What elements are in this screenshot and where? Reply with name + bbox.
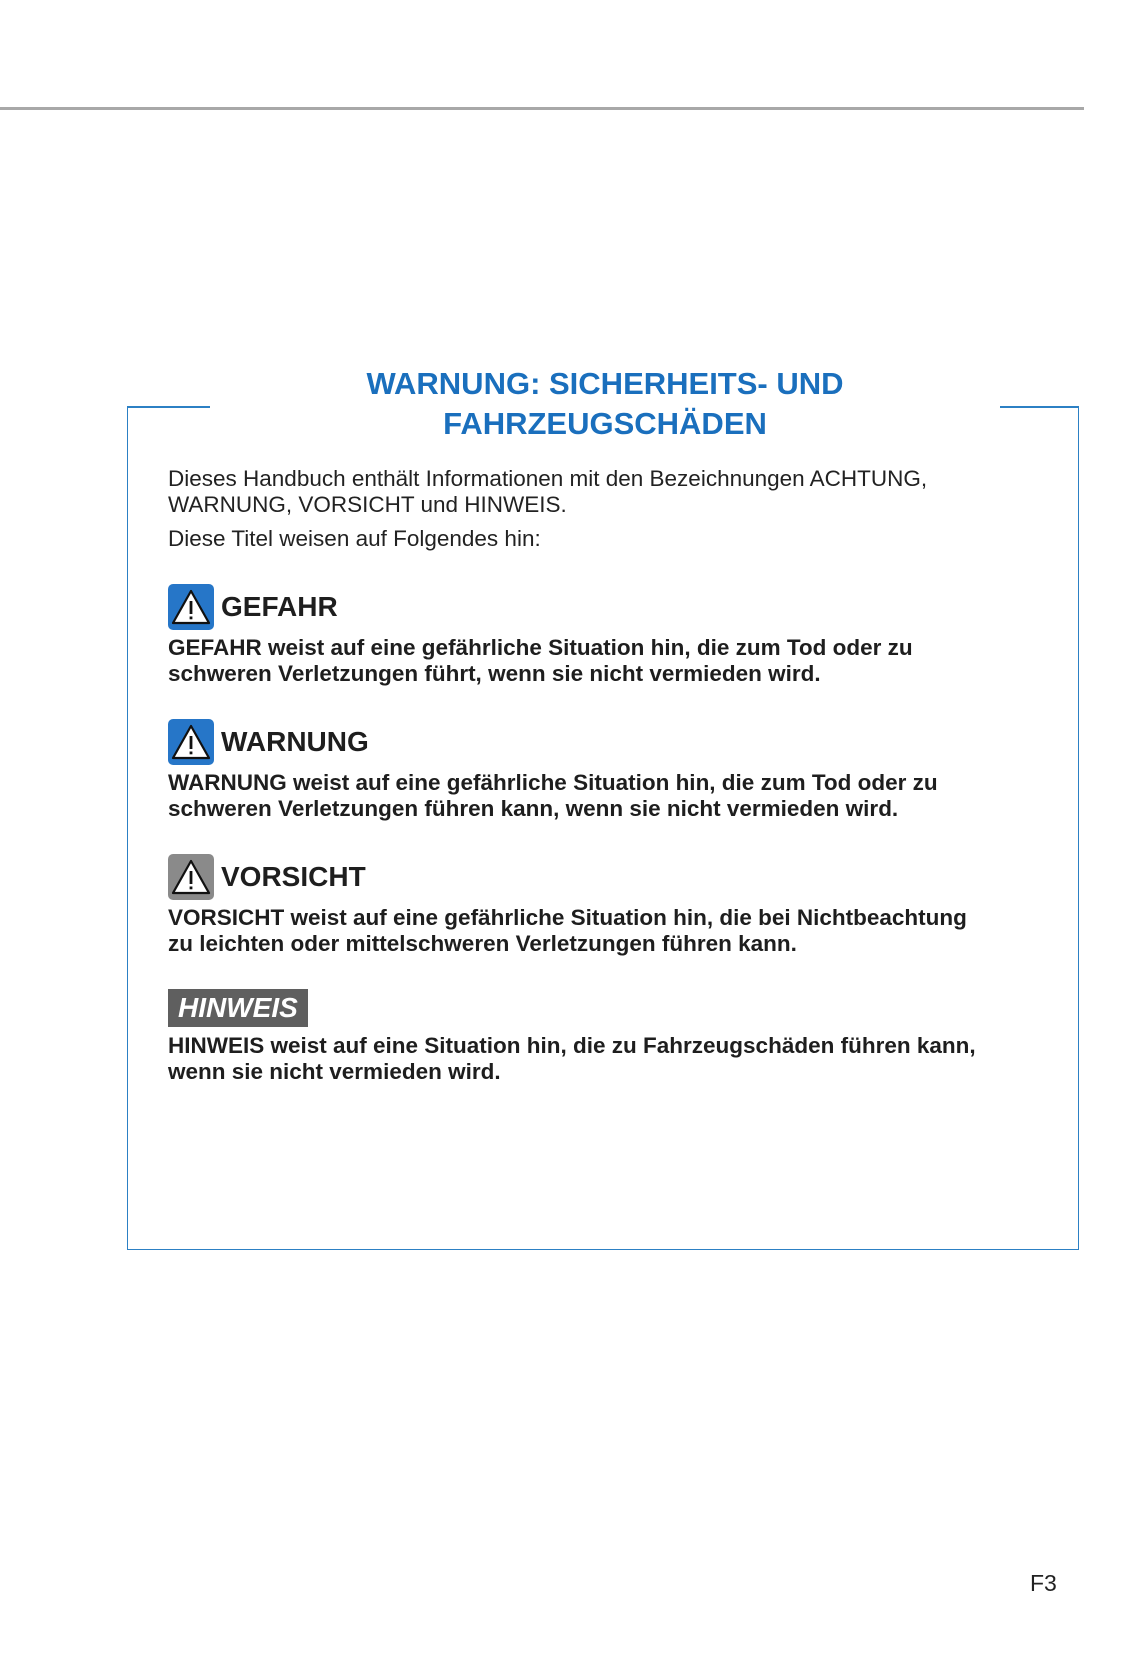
- section-description: [168, 635, 1048, 687]
- section-text-line-1: GEFAHR weist auf eine gefährliche Situation hin, die zum Tod oder zu: [168, 635, 913, 660]
- section-vorsicht: [168, 853, 1048, 957]
- section-text-line-2: zu leichten oder mittelschweren Verletzungen führen kann.: [168, 931, 797, 956]
- section-label: VORSICHT: [221, 861, 366, 892]
- intro-line-3: Diese Titel weisen auf Folgendes hin:: [168, 526, 541, 551]
- section-text-line-2: wenn sie nicht vermieden wird.: [168, 1059, 501, 1084]
- section-hinweis: [168, 989, 1048, 1085]
- box-top-border-left: [127, 406, 210, 408]
- section-header: [168, 989, 1048, 1027]
- intro-line-2: WARNUNG, VORSICHT und HINWEIS.: [168, 492, 567, 517]
- hinweis-label: HINWEIS: [168, 989, 308, 1027]
- title-line-2: FAHRZEUGSCHÄDEN: [443, 406, 767, 441]
- section-description: [168, 905, 1048, 957]
- section-text-line-2: schweren Verletzungen führen kann, wenn sie nicht vermieden wird.: [168, 796, 899, 821]
- intro-line-1: Dieses Handbuch enthält Informationen mit den Bezeichnungen ACHTUNG,: [168, 466, 928, 491]
- section-header: [168, 718, 1048, 766]
- section-text-line-1: VORSICHT weist auf eine gefährliche Situation hin, die bei Nichtbeachtung: [168, 905, 967, 930]
- top-divider: [0, 107, 1084, 110]
- warning-triangle-icon: [168, 854, 214, 900]
- section-text-line-1: HINWEIS weist auf eine Situation hin, die zu Fahrzeugschäden führen kann,: [168, 1033, 976, 1058]
- warning-triangle-icon: [168, 584, 214, 630]
- section-header: [168, 583, 1048, 631]
- intro-block: [168, 466, 1048, 552]
- page-number: F3: [1030, 1570, 1057, 1596]
- page-title: [210, 364, 1000, 444]
- section-text-line-1: WARNUNG weist auf eine gefährliche Situation hin, die zum Tod oder zu: [168, 770, 938, 795]
- intro-paragraph: [168, 466, 1048, 518]
- section-warnung: [168, 718, 1048, 822]
- section-gefahr: [168, 583, 1048, 687]
- warning-triangle-icon: [168, 719, 214, 765]
- box-top-border-right: [1000, 406, 1079, 408]
- section-header: [168, 853, 1048, 901]
- section-description: [168, 1033, 1048, 1085]
- section-label: GEFAHR: [221, 591, 338, 622]
- section-description: [168, 770, 1048, 822]
- section-text-line-2: schweren Verletzungen führt, wenn sie nicht vermieden wird.: [168, 661, 821, 686]
- section-label: WARNUNG: [221, 726, 369, 757]
- title-line-1: WARNUNG: SICHERHEITS- UND: [366, 366, 844, 401]
